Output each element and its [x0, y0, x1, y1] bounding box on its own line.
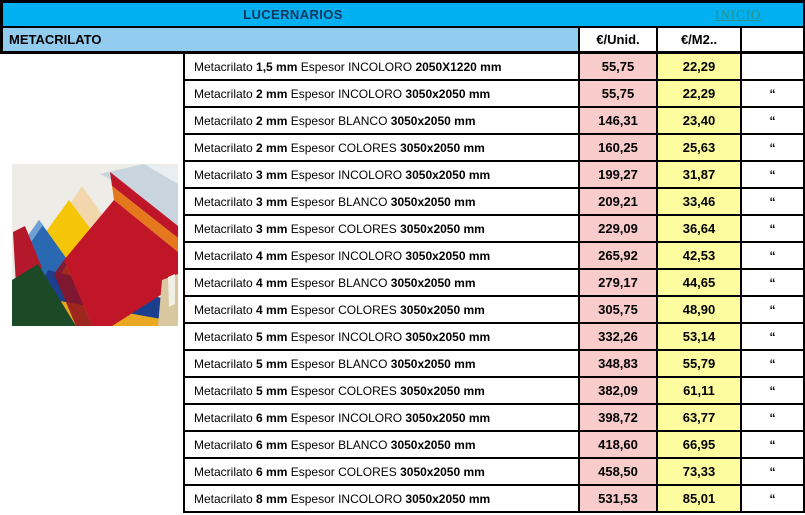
price-m2-cell: 22,29 [658, 54, 742, 79]
table-row [185, 270, 803, 297]
product-thickness: 3 mm [256, 167, 291, 182]
table-row [185, 405, 803, 432]
price-unit-cell: 348,83 [580, 351, 658, 376]
product-dimensions: 3050x2050 mm [405, 167, 491, 182]
price-m2-cell: 55,79 [658, 351, 742, 376]
product-cell [185, 378, 580, 403]
product-thickness: 5 mm [256, 383, 291, 398]
product-cell [185, 459, 580, 484]
product-dimensions: 3050x2050 mm [390, 113, 476, 128]
product-name: Metacrilato [194, 140, 257, 155]
price-m2-cell: 66,95 [658, 432, 742, 457]
page-title: LUCERNARIOS [243, 7, 343, 22]
section-header: METACRILATO [3, 28, 580, 51]
product-finish: Espesor COLORES [290, 221, 401, 236]
product-dimensions: 3050x2050 mm [400, 140, 485, 155]
table-row [185, 54, 803, 81]
product-dimensions: 3050x2050 mm [390, 194, 476, 209]
product-name: Metacrilato [194, 491, 257, 506]
product-finish: Espesor BLANCO [290, 437, 391, 452]
price-unit-cell: 55,75 [580, 54, 658, 79]
product-cell [185, 81, 580, 106]
price-m2-cell: 36,64 [658, 216, 742, 241]
product-dimensions: 3050x2050 mm [390, 356, 476, 371]
product-cell [185, 297, 580, 322]
table-row [185, 189, 803, 216]
ditto-cell: “ [769, 383, 776, 398]
product-finish: Espesor INCOLORO [290, 410, 406, 425]
price-unit-cell: 531,53 [580, 486, 658, 511]
product-thickness: 2 mm [256, 113, 291, 128]
price-m2-cell: 73,33 [658, 459, 742, 484]
ditto-cell: “ [769, 248, 776, 263]
product-finish: Espesor INCOLORO [290, 329, 406, 344]
price-unit-cell: 146,31 [580, 108, 658, 133]
price-unit-cell: 209,21 [580, 189, 658, 214]
acrylic-sheets-photo [12, 164, 178, 326]
product-thickness: 2 mm [256, 140, 291, 155]
table-row [185, 486, 803, 513]
product-finish: Espesor COLORES [290, 140, 401, 155]
price-m2-cell: 48,90 [658, 297, 742, 322]
price-unit-cell: 160,25 [580, 135, 658, 160]
product-finish: Espesor INCOLORO [300, 59, 416, 74]
price-unit-cell: 398,72 [580, 405, 658, 430]
product-name: Metacrilato [194, 86, 257, 101]
product-finish: Espesor BLANCO [290, 113, 391, 128]
table-row [185, 243, 803, 270]
ditto-cell: “ [769, 329, 776, 344]
product-thickness: 5 mm [256, 329, 291, 344]
product-cell [185, 189, 580, 214]
product-name: Metacrilato [194, 383, 257, 398]
product-thickness: 6 mm [256, 464, 291, 479]
product-dimensions: 3050x2050 mm [400, 383, 485, 398]
ditto-cell: “ [769, 464, 776, 479]
table-row [185, 108, 803, 135]
product-finish: Espesor INCOLORO [290, 86, 406, 101]
price-unit-cell: 265,92 [580, 243, 658, 268]
product-cell [185, 405, 580, 430]
product-name: Metacrilato [194, 437, 257, 452]
product-cell [185, 324, 580, 349]
header-bar [0, 3, 805, 26]
price-unit-cell: 418,60 [580, 432, 658, 457]
product-finish: Espesor COLORES [290, 464, 401, 479]
table-row [185, 432, 803, 459]
price-m2-cell: 63,77 [658, 405, 742, 430]
product-finish: Espesor BLANCO [290, 356, 391, 371]
product-thickness: 6 mm [256, 437, 291, 452]
product-dimensions: 3050x2050 mm [405, 410, 491, 425]
product-dimensions: 3050x2050 mm [400, 302, 485, 317]
price-m2-cell: 42,53 [658, 243, 742, 268]
price-m2-cell: 23,40 [658, 108, 742, 133]
product-name: Metacrilato [194, 275, 257, 290]
product-finish: Espesor INCOLORO [290, 491, 406, 506]
product-name: Metacrilato [194, 113, 257, 128]
price-unit-cell: 305,75 [580, 297, 658, 322]
table-row [185, 162, 803, 189]
price-unit-cell: 332,26 [580, 324, 658, 349]
product-cell [185, 135, 580, 160]
price-m2-cell: 22,29 [658, 81, 742, 106]
price-m2-cell: 61,11 [658, 378, 742, 403]
price-unit-cell: 382,09 [580, 378, 658, 403]
price-table [183, 54, 805, 513]
table-row [185, 81, 803, 108]
product-finish: Espesor COLORES [290, 383, 401, 398]
ditto-cell: “ [769, 491, 776, 506]
product-cell [185, 108, 580, 133]
product-thickness: 3 mm [256, 221, 291, 236]
product-thickness: 2 mm [256, 86, 291, 101]
product-dimensions: 3050x2050 mm [405, 491, 491, 506]
product-dimensions: 3050x2050 mm [405, 248, 491, 263]
column-header-m2-price: €/M2.. [658, 28, 742, 51]
product-finish: Espesor BLANCO [290, 275, 391, 290]
product-name: Metacrilato [194, 302, 257, 317]
price-m2-cell: 85,01 [658, 486, 742, 511]
price-m2-cell: 31,87 [658, 162, 742, 187]
ditto-cell: “ [769, 410, 776, 425]
product-name: Metacrilato [194, 248, 257, 263]
product-cell [185, 351, 580, 376]
product-finish: Espesor INCOLORO [290, 167, 406, 182]
product-finish: Espesor COLORES [290, 302, 401, 317]
product-name: Metacrilato [194, 167, 257, 182]
product-cell [185, 243, 580, 268]
ditto-cell: “ [769, 194, 776, 209]
price-unit-cell: 199,27 [580, 162, 658, 187]
ditto-cell [742, 54, 803, 79]
table-row [185, 378, 803, 405]
ditto-cell: “ [769, 140, 776, 155]
product-name: Metacrilato [194, 356, 257, 371]
price-m2-cell: 53,14 [658, 324, 742, 349]
ditto-cell: “ [769, 437, 776, 452]
product-thickness: 4 mm [256, 275, 291, 290]
price-m2-cell: 25,63 [658, 135, 742, 160]
column-header-unit-price: €/Unid. [580, 28, 658, 51]
product-finish: Espesor BLANCO [290, 194, 391, 209]
product-thickness: 1,5 mm [256, 59, 301, 74]
price-m2-cell: 44,65 [658, 270, 742, 295]
table-row [185, 324, 803, 351]
table-row [185, 351, 803, 378]
product-dimensions: 3050x2050 mm [390, 275, 476, 290]
ditto-cell: “ [769, 113, 776, 128]
ditto-cell: “ [769, 275, 776, 290]
product-name: Metacrilato [194, 221, 257, 236]
product-name: Metacrilato [194, 464, 257, 479]
product-dimensions: 3050x2050 mm [400, 221, 485, 236]
ditto-cell: “ [769, 86, 776, 101]
product-cell [185, 216, 580, 241]
product-thickness: 4 mm [256, 248, 291, 263]
product-dimensions: 3050x2050 mm [400, 464, 485, 479]
product-name: Metacrilato [194, 59, 257, 74]
ditto-cell: “ [769, 221, 776, 236]
product-thickness: 5 mm [256, 356, 291, 371]
product-dimensions: 3050x2050 mm [405, 86, 491, 101]
price-unit-cell: 229,09 [580, 216, 658, 241]
table-row [185, 459, 803, 486]
column-header-row [0, 28, 805, 51]
product-cell [185, 486, 580, 511]
product-finish: Espesor INCOLORO [290, 248, 406, 263]
product-name: Metacrilato [194, 410, 257, 425]
ditto-cell: “ [769, 302, 776, 317]
price-m2-cell: 33,46 [658, 189, 742, 214]
inicio-link[interactable]: INICIO [715, 6, 762, 22]
product-name: Metacrilato [194, 329, 257, 344]
product-cell [185, 270, 580, 295]
ditto-cell: “ [769, 167, 776, 182]
product-thickness: 6 mm [256, 410, 291, 425]
product-cell [185, 162, 580, 187]
product-cell [185, 54, 580, 79]
price-unit-cell: 279,17 [580, 270, 658, 295]
ditto-cell: “ [769, 356, 776, 371]
product-dimensions: 3050x2050 mm [405, 329, 491, 344]
column-header-empty [742, 28, 803, 51]
product-thickness: 4 mm [256, 302, 291, 317]
product-name: Metacrilato [194, 194, 257, 209]
product-dimensions: 3050x2050 mm [390, 437, 476, 452]
table-row [185, 216, 803, 243]
table-row [185, 297, 803, 324]
table-row [185, 135, 803, 162]
product-dimensions: 2050X1220 mm [415, 59, 502, 74]
product-cell [185, 432, 580, 457]
product-thickness: 3 mm [256, 194, 291, 209]
product-thickness: 8 mm [256, 491, 291, 506]
price-unit-cell: 458,50 [580, 459, 658, 484]
price-unit-cell: 55,75 [580, 81, 658, 106]
